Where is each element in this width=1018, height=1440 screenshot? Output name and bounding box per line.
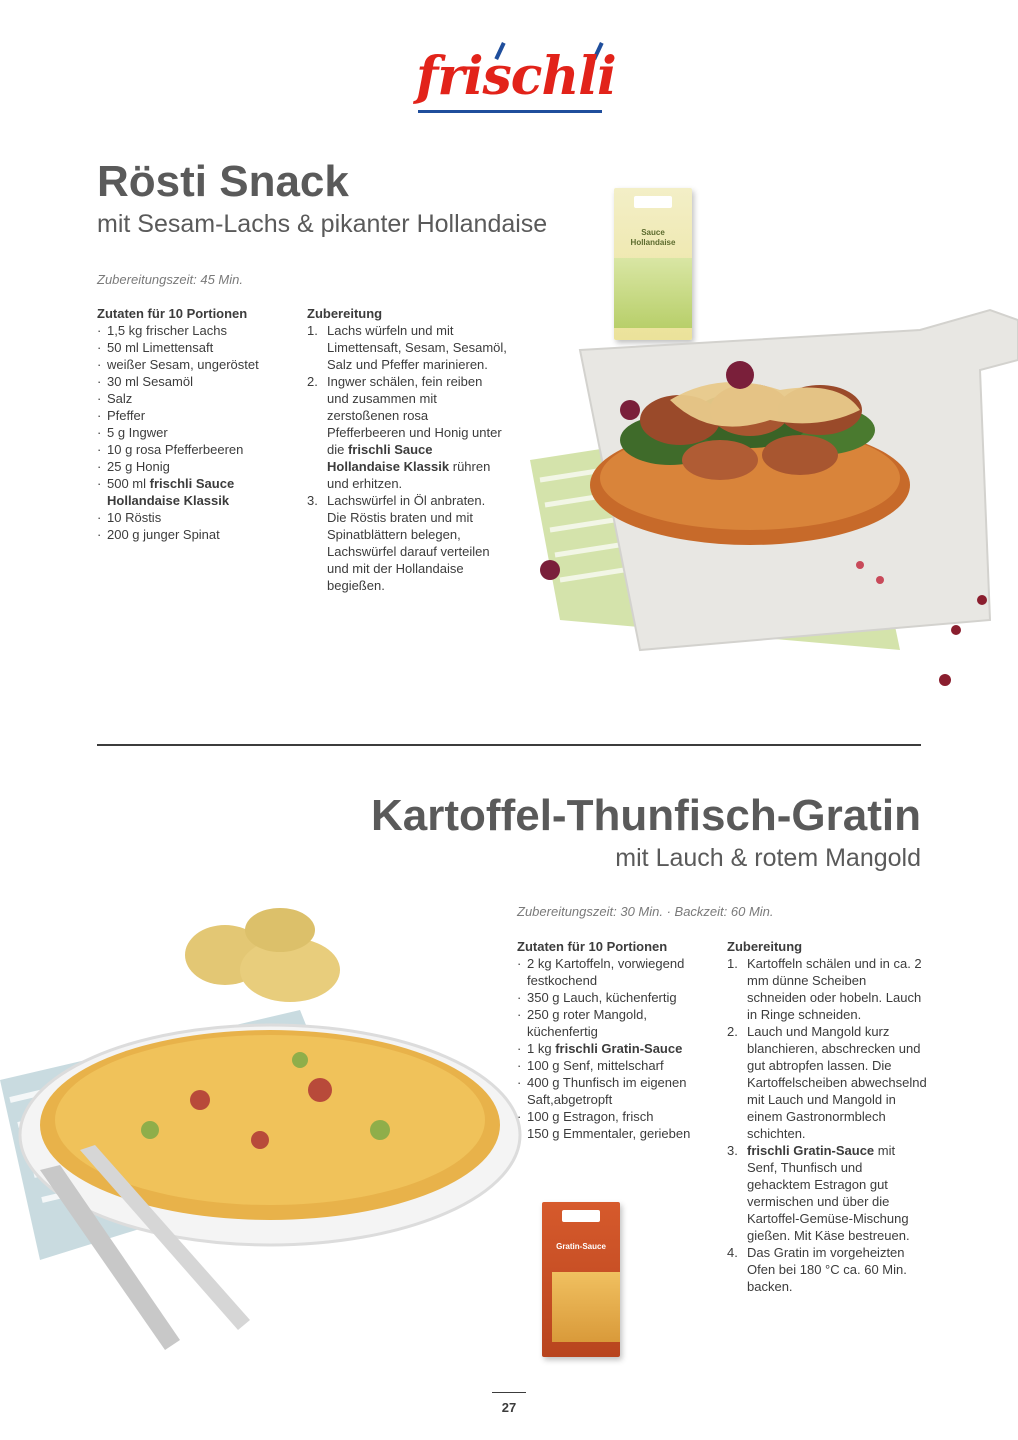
ingredient-item <box>97 526 287 543</box>
ingredient-item <box>97 458 287 475</box>
ingredient-text: 350 g Lauch, küchenfertig <box>527 990 677 1005</box>
recipe1-subtitle: mit Sesam-Lachs & pikanter Hollandaise <box>97 210 548 238</box>
step-item <box>307 373 507 492</box>
ingredient-item <box>517 1074 707 1108</box>
recipe2-subtitle: mit Lauch & rotem Mangold <box>615 844 921 872</box>
page-number-rule <box>492 1392 526 1393</box>
ingredient-item <box>517 1057 707 1074</box>
step-text: Ingwer schälen, fein reiben und zusammen mit zerstoßenen rosa Pfefferbeeren und Honig unter die <box>327 374 502 457</box>
ingredient-item <box>97 475 287 509</box>
step-text: Das Gratin im vorgeheizten Ofen bei 180 °C ca. 60 Min. backen. <box>747 1245 907 1294</box>
ingredient-item <box>97 407 287 424</box>
ingredient-text: 2 kg Kartoffeln, vorwiegend festkochend <box>527 956 685 988</box>
steps-heading: Zubereitung <box>727 939 803 954</box>
step-number: 2. <box>727 1024 738 1039</box>
ingredient-item <box>517 955 707 989</box>
step-number: 3. <box>307 493 318 508</box>
ingredients-list <box>517 955 707 1142</box>
recipe1-title: Rösti Snack <box>97 157 349 206</box>
ingredient-text: 100 g Senf, mittelscharf <box>527 1058 664 1073</box>
step-text: Kartoffeln schälen und in ca. 2 mm dünne Scheiben schneiden oder hobeln. Lauch in Ringe schneiden. <box>747 956 922 1022</box>
ingredient-text: 50 ml Limettensaft <box>107 340 214 355</box>
section-divider <box>97 744 921 746</box>
ingredient-item <box>97 373 287 390</box>
steps-heading: Zubereitung <box>307 306 383 321</box>
ingredient-text: 1,5 kg frischer Lachs <box>107 323 227 338</box>
step-number: 4. <box>727 1245 738 1260</box>
recipe2-title: Kartoffel-Thunfisch-Gratin <box>371 791 921 840</box>
step-product: frischli Sauce Hollandaise Klassik <box>327 442 450 474</box>
pack-photo <box>552 1272 620 1342</box>
ingredient-text: 250 g roter Mangold, küchenfertig <box>527 1007 647 1039</box>
recipe2-ingredients <box>517 938 707 1142</box>
recipe1-ingredients <box>97 305 287 543</box>
ingredient-item <box>97 390 287 407</box>
ingredient-item <box>97 509 287 526</box>
step-item <box>727 1244 927 1295</box>
recipe2-steps <box>727 938 927 1295</box>
ingredient-text: Salz <box>107 391 133 406</box>
step-text: Lachs würfeln und mit Limettensaft, Sesam, Sesamöl, Salz und Pfeffer marinieren. <box>327 323 507 372</box>
step-number: 1. <box>727 956 738 971</box>
ingredient-product: frischli Sauce Hollandaise Klassik <box>107 476 235 508</box>
ingredient-text: 25 g Honig <box>107 459 170 474</box>
frischli-logo <box>410 40 616 118</box>
step-number: 1. <box>307 323 318 338</box>
ingredient-text: 30 ml Sesamöl <box>107 374 193 389</box>
ingredient-item <box>517 1125 707 1142</box>
ingredient-text: 10 Röstis <box>107 510 162 525</box>
gratin-product-pack <box>542 1202 620 1357</box>
pack-label: Gratin-Sauce <box>556 1242 606 1251</box>
recipe2-prep-time: Zubereitungszeit: 30 Min. · Backzeit: 60 Min. <box>517 904 774 919</box>
ingredient-text: 400 g Thunfisch im eigenen Saft,abgetropft <box>527 1075 687 1107</box>
step-item <box>307 322 507 373</box>
ingredient-item <box>517 1040 707 1057</box>
pack-logo <box>634 196 672 208</box>
ingredient-item <box>517 989 707 1006</box>
step-text: mit Senf, Thunfisch und gehacktem Estragon gut vermischen und über die Kartoffel-Gemüse-Mischung gießen. Mit Käse bestreuen. <box>747 1143 910 1243</box>
step-item <box>727 1023 927 1142</box>
pack-label: Sauce Hollandaise <box>630 228 676 247</box>
step-item <box>727 955 927 1023</box>
recipe1-steps <box>307 305 507 594</box>
step-product: frischli Gratin-Sauce <box>747 1143 875 1158</box>
ingredient-text: 100 g Estragon, frisch <box>527 1109 654 1124</box>
ingredient-text: 1 kg <box>527 1041 556 1056</box>
step-text: rühren und erhitzen. <box>327 459 491 491</box>
ingredient-item <box>97 441 287 458</box>
step-number: 3. <box>727 1143 738 1158</box>
steps-list <box>307 322 507 594</box>
recipe1-prep-time: Zubereitungszeit: 45 Min. <box>97 272 243 287</box>
ingredient-text: weißer Sesam, ungeröstet <box>107 357 259 372</box>
ingredient-product: frischli Gratin-Sauce <box>555 1041 683 1056</box>
page-number: 27 <box>501 1400 517 1415</box>
ingredient-text: Pfeffer <box>107 408 146 423</box>
ingredients-heading: Zutaten für 10 Portionen <box>97 306 248 321</box>
ingredient-item <box>97 356 287 373</box>
step-item <box>307 492 507 594</box>
step-text: Lauch und Mangold kurz blanchieren, abschrecken und gut abtropfen lassen. Die Kartoffelscheiben abwechselnd mit Lauch und Mangold in einem Gastronormblech schichten. <box>747 1024 927 1141</box>
ingredients-heading: Zutaten für 10 Portionen <box>517 939 668 954</box>
ingredient-item <box>517 1108 707 1125</box>
ingredient-item <box>97 322 287 339</box>
ingredient-text: 10 g rosa Pfefferbeeren <box>107 442 244 457</box>
rosti-snack-photo <box>520 290 1018 710</box>
step-item <box>727 1142 927 1244</box>
ingredient-text: 5 g Ingwer <box>107 425 168 440</box>
ingredient-item <box>97 339 287 356</box>
ingredient-item <box>517 1006 707 1040</box>
ingredient-text: 200 g junger Spinat <box>107 527 220 542</box>
ingredient-text: 150 g Emmentaler, gerieben <box>527 1126 691 1141</box>
steps-list <box>727 955 927 1295</box>
ingredient-item <box>97 424 287 441</box>
ingredient-text: 500 ml <box>107 476 150 491</box>
ingredients-list <box>97 322 287 543</box>
step-text: Lachswürfel in Öl anbraten. Die Röstis braten und mit Spinatblättern belegen, Lachswürfel darauf verteilen und mit der Hollandaise begießen. <box>327 493 490 593</box>
logo-underline <box>418 110 602 113</box>
step-number: 2. <box>307 374 318 389</box>
logo-wordmark: frischli <box>416 46 616 107</box>
gratin-photo <box>0 900 540 1400</box>
pack-logo <box>562 1210 600 1222</box>
